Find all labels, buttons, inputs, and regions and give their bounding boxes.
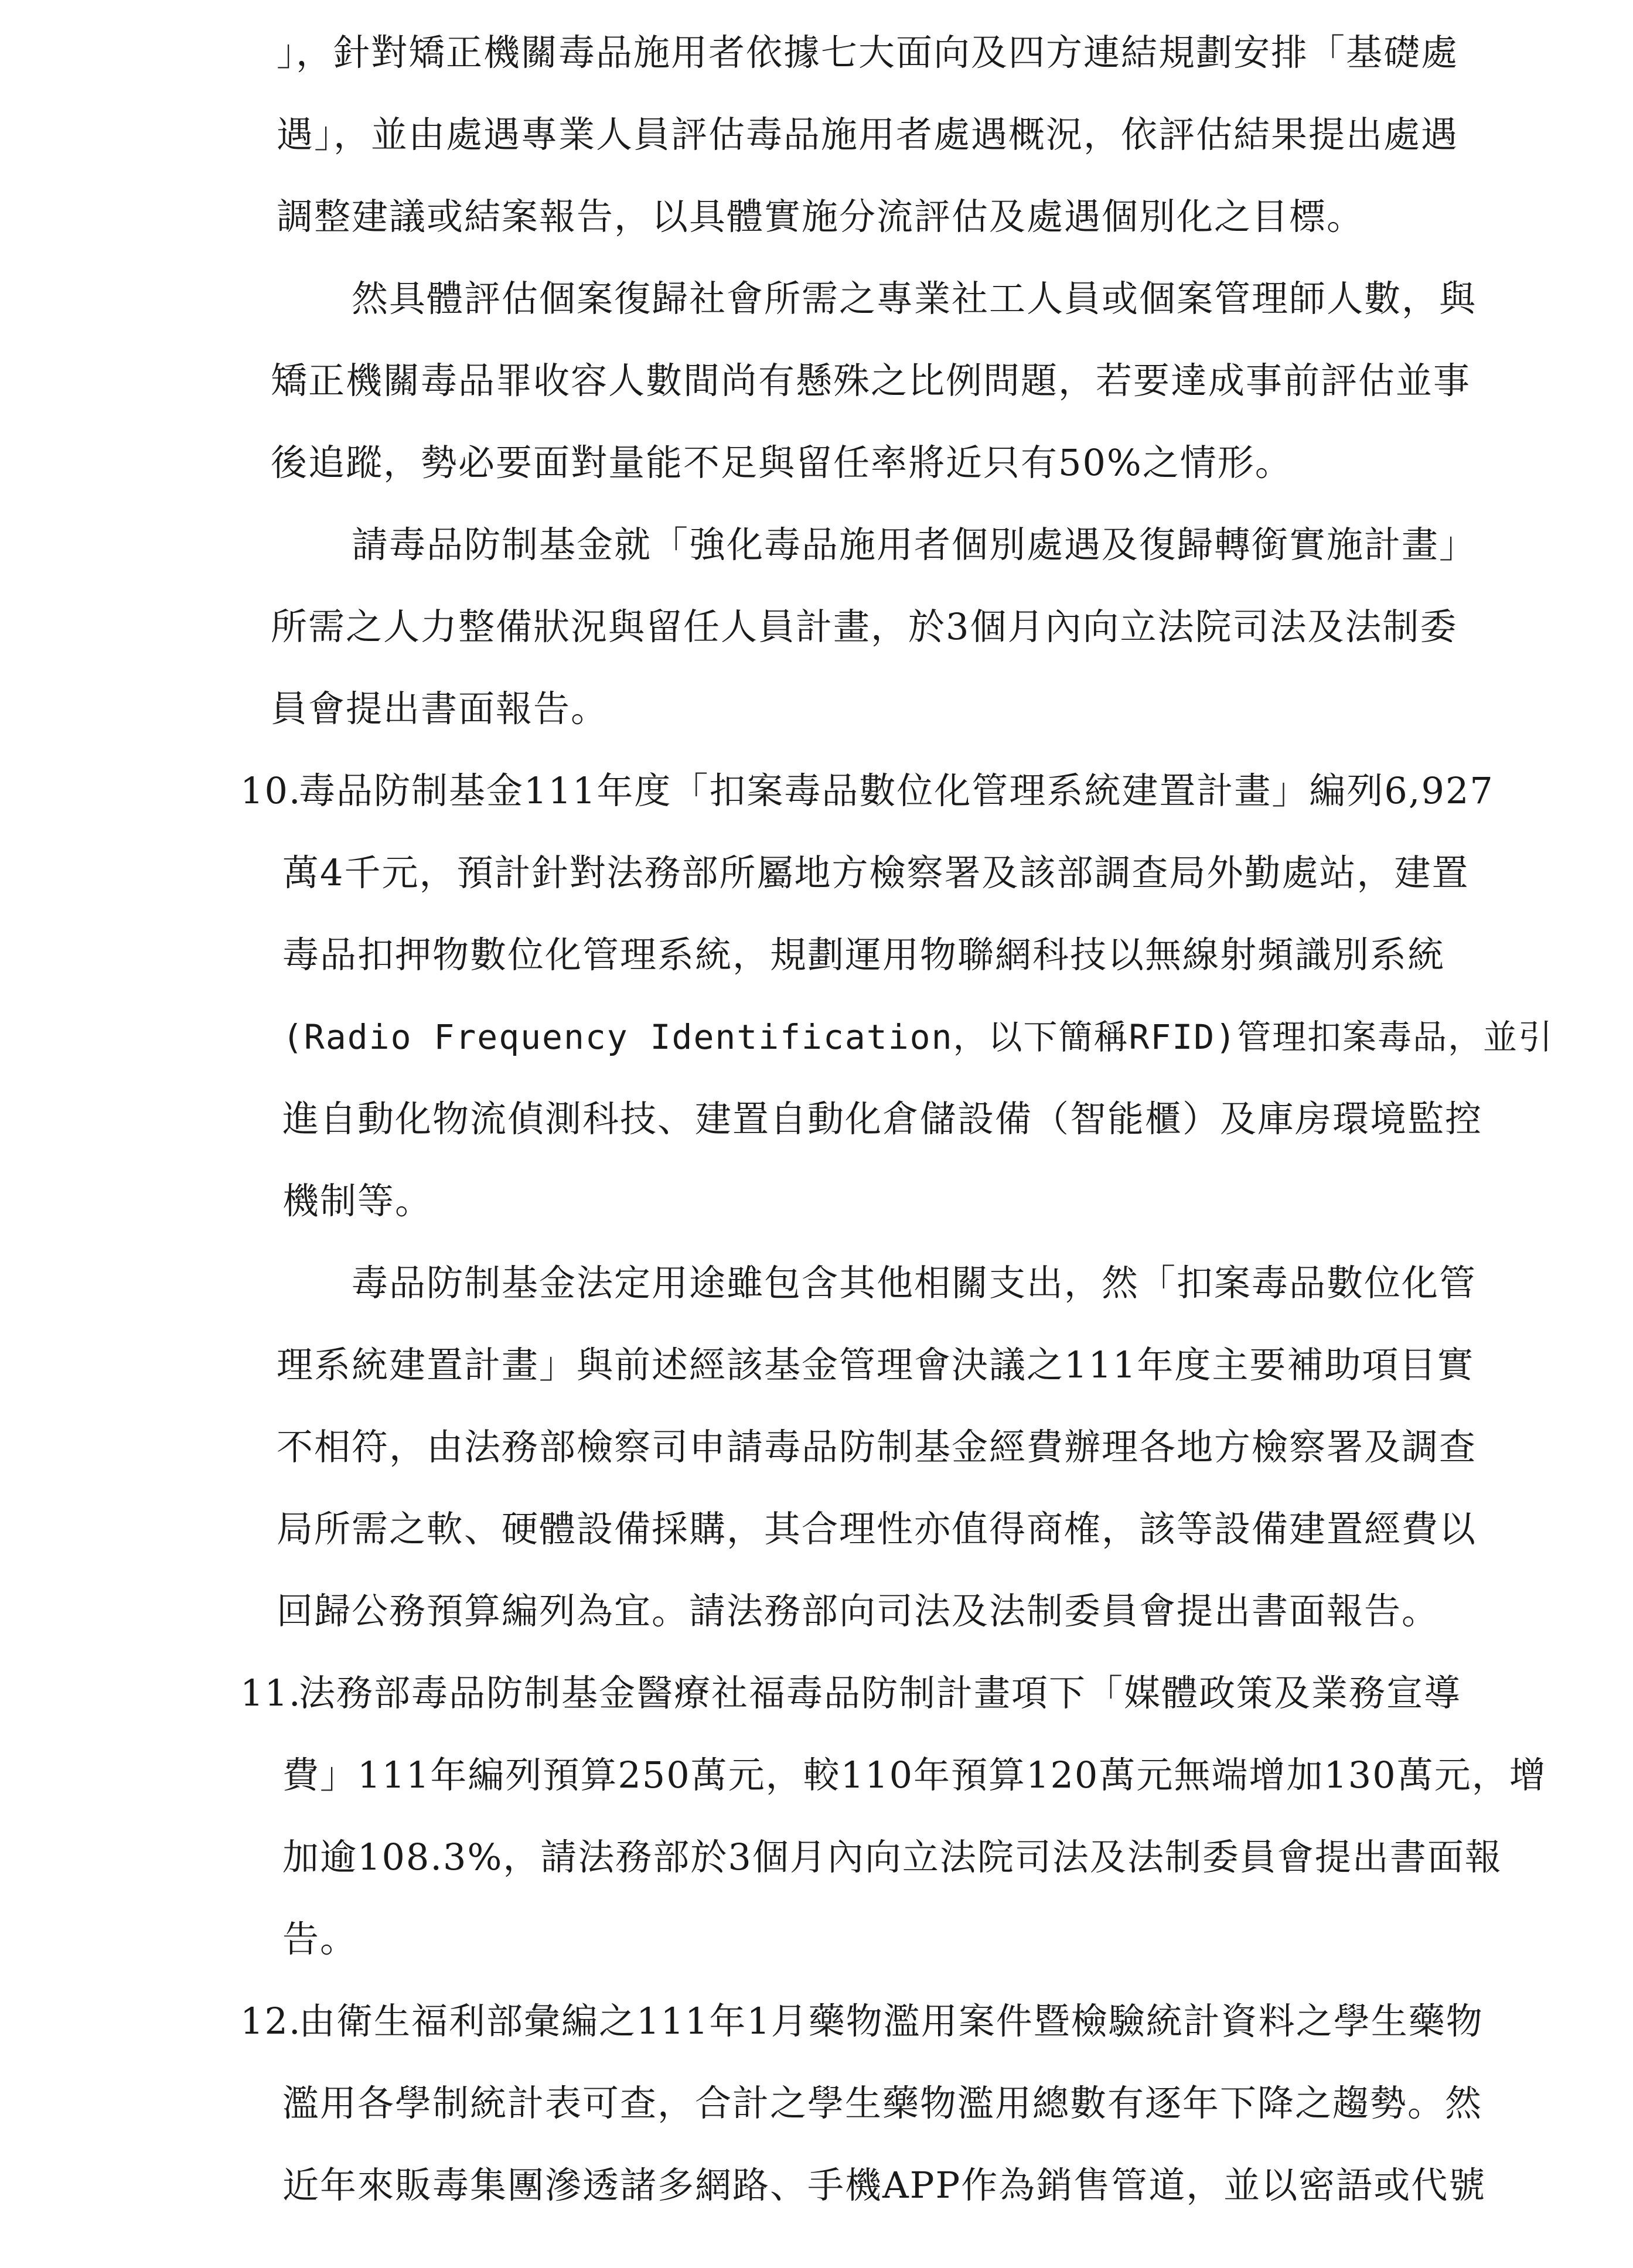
text-line: 調整建議或結案報告，以具體實施分流評估及處遇個別化之目標。 [277, 195, 1365, 238]
text-line: 局所需之軟、硬體設備採購，其合理性亦值得商榷，該等設備建置經費以 [277, 1508, 1477, 1550]
text-line: 回歸公務預算編列為宜。請法務部向司法及法制委員會提出書面報告。 [277, 1590, 1440, 1632]
text-line: 機制等。 [282, 1179, 433, 1222]
text-line: 不相符，由法務部檢察司申請毒品防制基金經費辦理各地方檢察署及調查 [277, 1425, 1477, 1468]
text-line: 毒品防制基金111年度「扣案毒品數位化管理系統建置計畫」編列6,927 [299, 769, 1494, 812]
item-number: 10. [240, 769, 302, 812]
text-line: 由衛生福利部彙編之111年1月藥物濫用案件暨檢驗統計資料之學生藥物 [299, 2000, 1484, 2042]
text-line: 後追蹤，勢必要面對量能不足與留任率將近只有50%之情形。 [271, 441, 1293, 484]
text-line: 毒品扣押物數位化管理系統，規劃運用物聯網科技以無線射頻識別系統 [282, 933, 1446, 976]
text-line: 費」111年編列預算250萬元，較110年預算120萬元無端增加130萬元，增 [282, 1754, 1547, 1796]
text-line: 員會提出書面報告。 [271, 687, 609, 730]
text-line: 毒品防制基金法定用途雖包含其他相關支出，然「扣案毒品數位化管 [352, 1261, 1477, 1304]
text-line: 告。 [282, 1918, 358, 1960]
text-line: 法務部毒品防制基金醫療社福毒品防制計畫項下「媒體政策及業務宣導 [299, 1672, 1462, 1714]
text-line: 然具體評估個案復歸社會所需之專業社工人員或個案管理師人數，與 [352, 277, 1477, 320]
text-line: 矯正機關毒品罪收容人數間尚有懸殊之比例問題，若要達成事前評估並事 [271, 359, 1471, 402]
text-line: 請毒品防制基金就「強化毒品施用者個別處遇及復歸轉銜實施計畫」 [352, 523, 1477, 566]
text-line: 所需之人力整備狀況與留任人員計畫，於3個月內向立法院司法及法制委 [271, 605, 1458, 648]
text-line: 」，針對矯正機關毒品施用者依據七大面向及四方連結規劃安排「基礎處 [277, 31, 1459, 74]
text-line: (Radio Frequency Identification，以下簡稱RFID)管理扣案毒品，並引 [282, 1017, 1554, 1057]
item-number: 12. [240, 2000, 302, 2042]
text-line: 理系統建置計畫」與前述經該基金管理會決議之111年度主要補助項目實 [277, 1343, 1475, 1386]
text-line: 近年來販毒集團滲透諸多網路、手機APP作為銷售管道，並以密語或代號 [282, 2164, 1487, 2206]
text-line: 進自動化物流偵測科技、建置自動化倉儲設備（智能櫃）及庫房環境監控 [282, 1097, 1483, 1140]
text-line: 萬4千元，預計針對法務部所屬地方檢察署及該部調查局外勤處站，建置 [282, 851, 1470, 894]
text-line: 遇」，並由處遇專業人員評估毒品施用者處遇概況，依評估結果提出處遇 [277, 113, 1459, 156]
text-line: 加逾108.3%，請法務部於3個月內向立法院司法及法制委員會提出書面報 [282, 1836, 1502, 1878]
text-line: 濫用各學制統計表可查，合計之學生藥物濫用總數有逐年下降之趨勢。然 [282, 2082, 1483, 2124]
item-number: 11. [240, 1672, 302, 1714]
